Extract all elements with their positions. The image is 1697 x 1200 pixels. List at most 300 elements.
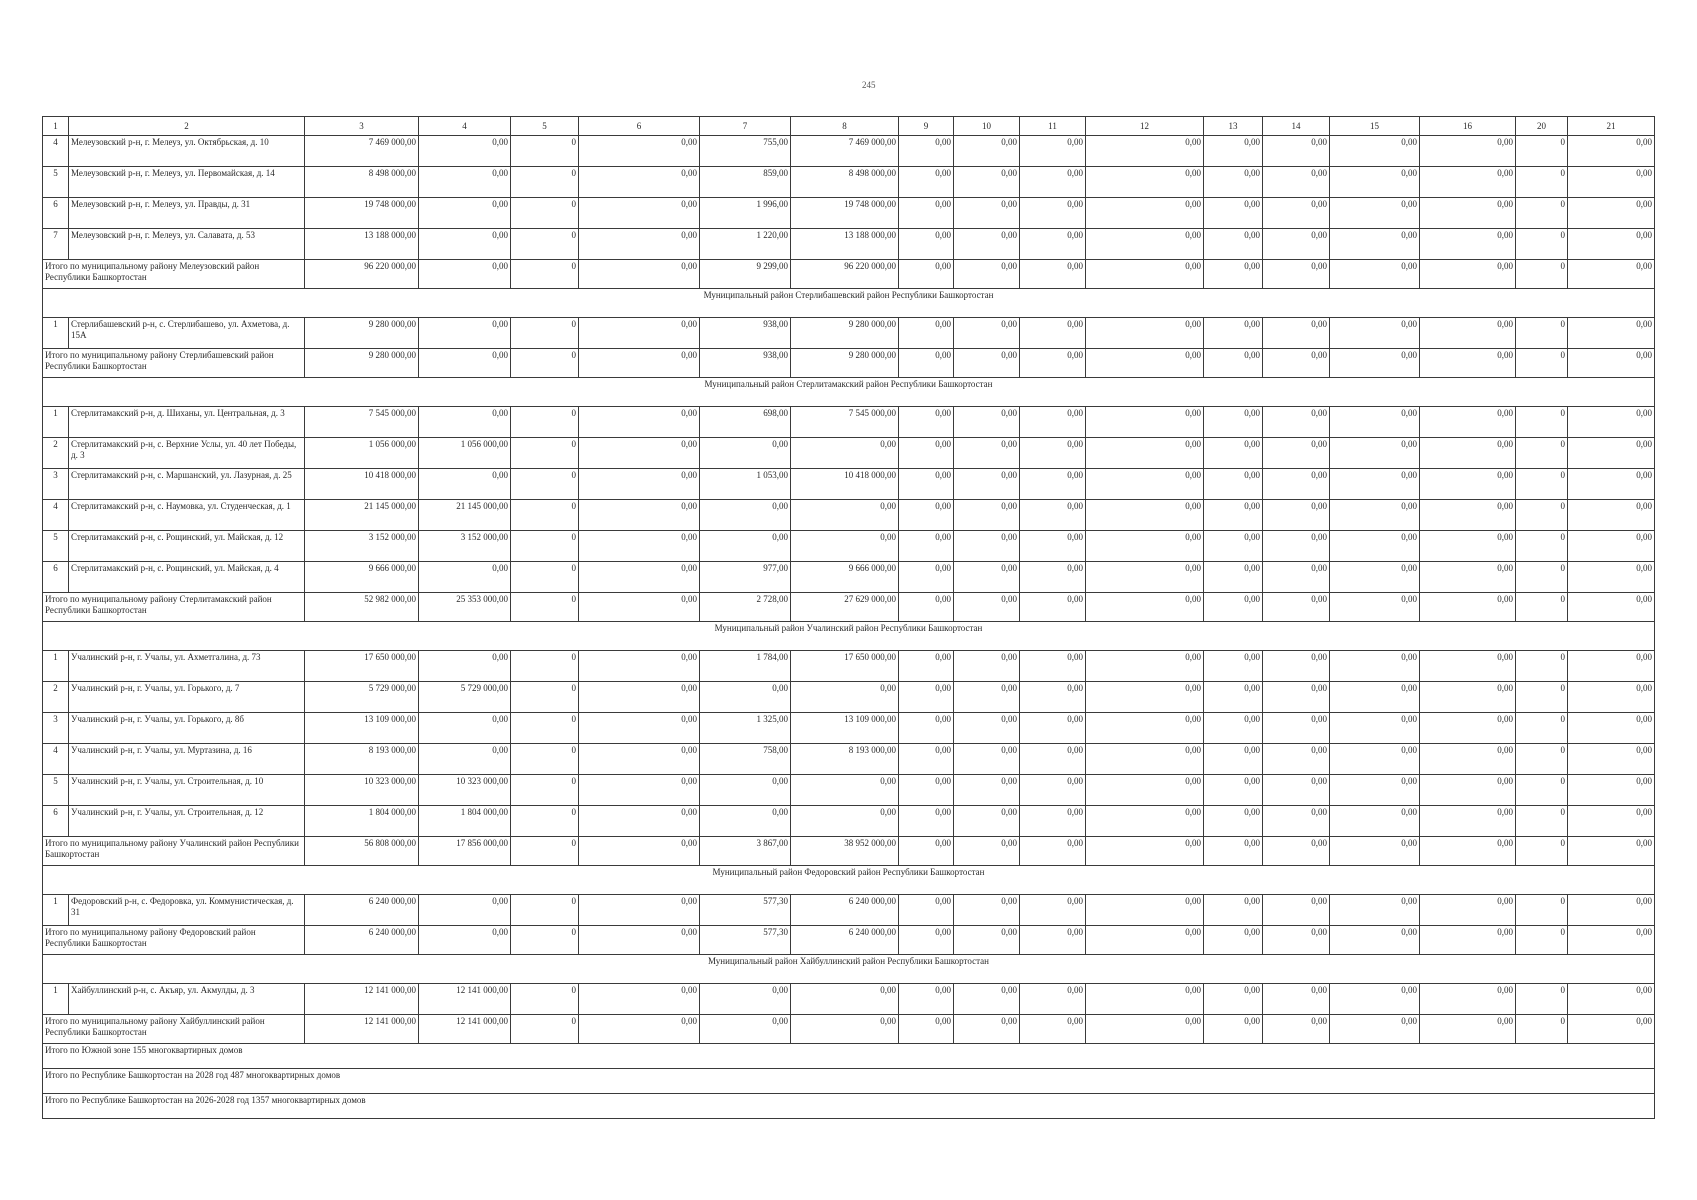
value-cell-21: 0,00	[1568, 744, 1655, 775]
grand-total-row	[43, 1094, 1655, 1119]
value-cell-20: 0	[1516, 713, 1568, 744]
total-value-3: 6 240 000,00	[305, 926, 419, 955]
table-row	[43, 744, 1655, 775]
address-cell: Мелеузовский р-н, г. Мелеуз, ул. Правды, д. 31	[69, 198, 305, 229]
value-cell-6: 0,00	[579, 136, 700, 167]
row-number: 1	[43, 895, 69, 926]
value-cell-16: 0,00	[1420, 318, 1516, 349]
value-cell-5: 0	[511, 167, 579, 198]
table-row	[43, 984, 1655, 1015]
value-cell-11: 0,00	[1020, 500, 1086, 531]
value-cell-15: 0,00	[1330, 167, 1420, 198]
total-value-15: 0,00	[1330, 593, 1420, 622]
value-cell-16: 0,00	[1420, 407, 1516, 438]
value-cell-9: 0,00	[899, 469, 954, 500]
total-value-21: 0,00	[1568, 260, 1655, 289]
address-cell: Хайбуллинский р-н, с. Акъяр, ул. Акмулды, д. 3	[69, 984, 305, 1015]
total-value-12: 0,00	[1086, 1015, 1204, 1044]
value-cell-11: 0,00	[1020, 984, 1086, 1015]
value-cell-13: 0,00	[1204, 469, 1263, 500]
total-value-15: 0,00	[1330, 349, 1420, 378]
value-cell-3: 7 469 000,00	[305, 136, 419, 167]
value-cell-6: 0,00	[579, 984, 700, 1015]
value-cell-10: 0,00	[954, 438, 1020, 469]
total-value-16: 0,00	[1420, 1015, 1516, 1044]
total-value-3: 56 808 000,00	[305, 837, 419, 866]
value-cell-16: 0,00	[1420, 469, 1516, 500]
value-cell-3: 9 666 000,00	[305, 562, 419, 593]
row-number: 4	[43, 744, 69, 775]
spacer-row	[43, 638, 1655, 651]
value-cell-13: 0,00	[1204, 318, 1263, 349]
header-row	[43, 117, 1655, 136]
value-cell-9: 0,00	[899, 713, 954, 744]
total-value-12: 0,00	[1086, 349, 1204, 378]
value-cell-9: 0,00	[899, 806, 954, 837]
value-cell-12: 0,00	[1086, 713, 1204, 744]
value-cell-6: 0,00	[579, 469, 700, 500]
total-value-6: 0,00	[579, 837, 700, 866]
value-cell-5: 0	[511, 895, 579, 926]
total-value-9: 0,00	[899, 593, 954, 622]
address-cell: Учалинский р-н, г. Учалы, ул. Горького, д. 8б	[69, 713, 305, 744]
header-cell-8: 8	[791, 117, 899, 136]
value-cell-16: 0,00	[1420, 984, 1516, 1015]
grand-total-row	[43, 1044, 1655, 1069]
value-cell-21: 0,00	[1568, 895, 1655, 926]
value-cell-13: 0,00	[1204, 500, 1263, 531]
total-value-10: 0,00	[954, 837, 1020, 866]
value-cell-21: 0,00	[1568, 136, 1655, 167]
total-value-11: 0,00	[1020, 593, 1086, 622]
value-cell-11: 0,00	[1020, 167, 1086, 198]
value-cell-6: 0,00	[579, 806, 700, 837]
header-cell-15: 15	[1330, 117, 1420, 136]
value-cell-3: 8 193 000,00	[305, 744, 419, 775]
total-value-9: 0,00	[899, 926, 954, 955]
value-cell-20: 0	[1516, 806, 1568, 837]
value-cell-6: 0,00	[579, 229, 700, 260]
value-cell-8: 0,00	[791, 984, 899, 1015]
table-row	[43, 682, 1655, 713]
total-value-7: 9 299,00	[700, 260, 791, 289]
value-cell-5: 0	[511, 531, 579, 562]
total-label: Итого по муниципальному району Стерлитамакский район Республики Башкортостан	[43, 593, 305, 622]
total-value-11: 0,00	[1020, 260, 1086, 289]
address-cell: Учалинский р-н, г. Учалы, ул. Строительная, д. 10	[69, 775, 305, 806]
value-cell-11: 0,00	[1020, 682, 1086, 713]
value-cell-10: 0,00	[954, 136, 1020, 167]
value-cell-6: 0,00	[579, 713, 700, 744]
value-cell-11: 0,00	[1020, 438, 1086, 469]
district-row	[43, 622, 1655, 639]
total-value-16: 0,00	[1420, 260, 1516, 289]
value-cell-8: 17 650 000,00	[791, 651, 899, 682]
total-value-4: 0,00	[419, 260, 511, 289]
spacer-cell	[43, 971, 1655, 984]
total-value-12: 0,00	[1086, 837, 1204, 866]
value-cell-5: 0	[511, 775, 579, 806]
value-cell-4: 1 804 000,00	[419, 806, 511, 837]
total-value-16: 0,00	[1420, 349, 1516, 378]
value-cell-21: 0,00	[1568, 167, 1655, 198]
value-cell-15: 0,00	[1330, 531, 1420, 562]
value-cell-15: 0,00	[1330, 198, 1420, 229]
value-cell-11: 0,00	[1020, 229, 1086, 260]
value-cell-8: 13 109 000,00	[791, 713, 899, 744]
total-value-15: 0,00	[1330, 260, 1420, 289]
header-cell-12: 12	[1086, 117, 1204, 136]
total-value-9: 0,00	[899, 837, 954, 866]
row-number: 6	[43, 562, 69, 593]
total-value-13: 0,00	[1204, 349, 1263, 378]
value-cell-10: 0,00	[954, 984, 1020, 1015]
value-cell-4: 0,00	[419, 651, 511, 682]
value-cell-20: 0	[1516, 562, 1568, 593]
value-cell-3: 8 498 000,00	[305, 167, 419, 198]
value-cell-20: 0	[1516, 682, 1568, 713]
total-value-13: 0,00	[1204, 593, 1263, 622]
total-value-21: 0,00	[1568, 1015, 1655, 1044]
district-total-row	[43, 349, 1655, 378]
value-cell-21: 0,00	[1568, 500, 1655, 531]
value-cell-9: 0,00	[899, 136, 954, 167]
value-cell-4: 3 152 000,00	[419, 531, 511, 562]
value-cell-10: 0,00	[954, 895, 1020, 926]
district-title: Муниципальный район Учалинский район Республики Башкортостан	[43, 622, 1655, 639]
value-cell-7: 859,00	[700, 167, 791, 198]
value-cell-7: 0,00	[700, 984, 791, 1015]
value-cell-14: 0,00	[1263, 500, 1330, 531]
grand-total-row	[43, 1069, 1655, 1094]
value-cell-20: 0	[1516, 984, 1568, 1015]
row-number: 1	[43, 407, 69, 438]
value-cell-4: 0,00	[419, 713, 511, 744]
value-cell-10: 0,00	[954, 562, 1020, 593]
header-cell-20: 20	[1516, 117, 1568, 136]
total-value-9: 0,00	[899, 1015, 954, 1044]
table-row	[43, 806, 1655, 837]
total-value-6: 0,00	[579, 593, 700, 622]
value-cell-9: 0,00	[899, 167, 954, 198]
value-cell-16: 0,00	[1420, 713, 1516, 744]
total-label: Итого по муниципальному району Учалинский район Республики Башкортостан	[43, 837, 305, 866]
value-cell-15: 0,00	[1330, 806, 1420, 837]
address-cell: Учалинский р-н, г. Учалы, ул. Горького, д. 7	[69, 682, 305, 713]
district-row	[43, 866, 1655, 883]
value-cell-8: 9 280 000,00	[791, 318, 899, 349]
row-number: 2	[43, 682, 69, 713]
total-value-20: 0	[1516, 837, 1568, 866]
value-cell-9: 0,00	[899, 318, 954, 349]
total-value-11: 0,00	[1020, 926, 1086, 955]
value-cell-15: 0,00	[1330, 407, 1420, 438]
page-number: 245	[862, 80, 876, 90]
value-cell-9: 0,00	[899, 438, 954, 469]
value-cell-3: 13 188 000,00	[305, 229, 419, 260]
header-cell-16: 16	[1420, 117, 1516, 136]
value-cell-12: 0,00	[1086, 229, 1204, 260]
value-cell-12: 0,00	[1086, 682, 1204, 713]
header-cell-3: 3	[305, 117, 419, 136]
value-cell-7: 938,00	[700, 318, 791, 349]
value-cell-20: 0	[1516, 198, 1568, 229]
total-value-7: 2 728,00	[700, 593, 791, 622]
value-cell-3: 7 545 000,00	[305, 407, 419, 438]
total-value-6: 0,00	[579, 349, 700, 378]
value-cell-7: 758,00	[700, 744, 791, 775]
value-cell-15: 0,00	[1330, 229, 1420, 260]
total-value-12: 0,00	[1086, 593, 1204, 622]
value-cell-13: 0,00	[1204, 744, 1263, 775]
value-cell-11: 0,00	[1020, 651, 1086, 682]
total-value-5: 0	[511, 593, 579, 622]
total-value-7: 3 867,00	[700, 837, 791, 866]
value-cell-5: 0	[511, 229, 579, 260]
district-title: Муниципальный район Хайбуллинский район Республики Башкортостан	[43, 955, 1655, 972]
address-cell: Мелеузовский р-н, г. Мелеуз, ул. Салавата, д. 53	[69, 229, 305, 260]
value-cell-15: 0,00	[1330, 682, 1420, 713]
row-number: 1	[43, 651, 69, 682]
value-cell-21: 0,00	[1568, 682, 1655, 713]
address-cell: Учалинский р-н, г. Учалы, ул. Строительная, д. 12	[69, 806, 305, 837]
value-cell-13: 0,00	[1204, 167, 1263, 198]
value-cell-7: 0,00	[700, 438, 791, 469]
total-value-12: 0,00	[1086, 260, 1204, 289]
value-cell-20: 0	[1516, 438, 1568, 469]
value-cell-7: 0,00	[700, 500, 791, 531]
value-cell-11: 0,00	[1020, 806, 1086, 837]
value-cell-11: 0,00	[1020, 318, 1086, 349]
value-cell-5: 0	[511, 562, 579, 593]
value-cell-4: 0,00	[419, 318, 511, 349]
value-cell-4: 1 056 000,00	[419, 438, 511, 469]
value-cell-20: 0	[1516, 407, 1568, 438]
grand-total-label: Итого по Южной зоне 155 многоквартирных домов	[43, 1044, 1655, 1069]
value-cell-14: 0,00	[1263, 198, 1330, 229]
value-cell-16: 0,00	[1420, 531, 1516, 562]
value-cell-11: 0,00	[1020, 775, 1086, 806]
header-cell-4: 4	[419, 117, 511, 136]
value-cell-8: 0,00	[791, 775, 899, 806]
total-value-3: 96 220 000,00	[305, 260, 419, 289]
district-row	[43, 378, 1655, 395]
value-cell-7: 1 220,00	[700, 229, 791, 260]
value-cell-21: 0,00	[1568, 984, 1655, 1015]
value-cell-13: 0,00	[1204, 198, 1263, 229]
total-value-8: 9 280 000,00	[791, 349, 899, 378]
value-cell-9: 0,00	[899, 984, 954, 1015]
value-cell-20: 0	[1516, 469, 1568, 500]
value-cell-8: 8 498 000,00	[791, 167, 899, 198]
value-cell-4: 21 145 000,00	[419, 500, 511, 531]
value-cell-15: 0,00	[1330, 562, 1420, 593]
value-cell-15: 0,00	[1330, 438, 1420, 469]
value-cell-7: 698,00	[700, 407, 791, 438]
value-cell-4: 0,00	[419, 562, 511, 593]
value-cell-11: 0,00	[1020, 713, 1086, 744]
value-cell-20: 0	[1516, 651, 1568, 682]
total-value-5: 0	[511, 837, 579, 866]
value-cell-3: 21 145 000,00	[305, 500, 419, 531]
value-cell-16: 0,00	[1420, 775, 1516, 806]
value-cell-21: 0,00	[1568, 198, 1655, 229]
total-value-20: 0	[1516, 593, 1568, 622]
total-value-14: 0,00	[1263, 260, 1330, 289]
value-cell-15: 0,00	[1330, 136, 1420, 167]
value-cell-14: 0,00	[1263, 775, 1330, 806]
value-cell-3: 6 240 000,00	[305, 895, 419, 926]
total-value-10: 0,00	[954, 260, 1020, 289]
value-cell-15: 0,00	[1330, 713, 1420, 744]
total-value-20: 0	[1516, 349, 1568, 378]
value-cell-4: 0,00	[419, 229, 511, 260]
header-cell-6: 6	[579, 117, 700, 136]
row-number: 7	[43, 229, 69, 260]
value-cell-11: 0,00	[1020, 407, 1086, 438]
value-cell-10: 0,00	[954, 318, 1020, 349]
value-cell-13: 0,00	[1204, 895, 1263, 926]
value-cell-21: 0,00	[1568, 562, 1655, 593]
address-cell: Стерлитамакский р-н, с. Рощинский, ул. Майская, д. 12	[69, 531, 305, 562]
header-cell-5: 5	[511, 117, 579, 136]
row-number: 2	[43, 438, 69, 469]
table-row	[43, 136, 1655, 167]
value-cell-3: 10 418 000,00	[305, 469, 419, 500]
total-value-21: 0,00	[1568, 926, 1655, 955]
value-cell-5: 0	[511, 651, 579, 682]
total-label: Итого по муниципальному району Стерлибашевский район Республики Башкортостан	[43, 349, 305, 378]
total-value-8: 6 240 000,00	[791, 926, 899, 955]
value-cell-13: 0,00	[1204, 229, 1263, 260]
total-value-13: 0,00	[1204, 1015, 1263, 1044]
value-cell-14: 0,00	[1263, 744, 1330, 775]
value-cell-10: 0,00	[954, 469, 1020, 500]
table-body	[43, 117, 1655, 1119]
value-cell-3: 12 141 000,00	[305, 984, 419, 1015]
grand-total-label: Итого по Республике Башкортостан на 2028 год 487 многоквартирных домов	[43, 1069, 1655, 1094]
spacer-row	[43, 971, 1655, 984]
value-cell-16: 0,00	[1420, 198, 1516, 229]
value-cell-21: 0,00	[1568, 806, 1655, 837]
value-cell-5: 0	[511, 469, 579, 500]
value-cell-4: 0,00	[419, 744, 511, 775]
spacer-row	[43, 394, 1655, 407]
value-cell-10: 0,00	[954, 744, 1020, 775]
value-cell-12: 0,00	[1086, 806, 1204, 837]
value-cell-11: 0,00	[1020, 136, 1086, 167]
total-value-4: 17 856 000,00	[419, 837, 511, 866]
value-cell-16: 0,00	[1420, 229, 1516, 260]
total-value-15: 0,00	[1330, 926, 1420, 955]
value-cell-16: 0,00	[1420, 744, 1516, 775]
value-cell-12: 0,00	[1086, 167, 1204, 198]
total-value-21: 0,00	[1568, 593, 1655, 622]
total-value-14: 0,00	[1263, 1015, 1330, 1044]
value-cell-8: 0,00	[791, 682, 899, 713]
header-cell-7: 7	[700, 117, 791, 136]
spacer-cell	[43, 882, 1655, 895]
total-value-16: 0,00	[1420, 837, 1516, 866]
value-cell-7: 977,00	[700, 562, 791, 593]
total-value-8: 27 629 000,00	[791, 593, 899, 622]
total-value-20: 0	[1516, 1015, 1568, 1044]
value-cell-6: 0,00	[579, 318, 700, 349]
value-cell-13: 0,00	[1204, 775, 1263, 806]
value-cell-14: 0,00	[1263, 136, 1330, 167]
total-value-5: 0	[511, 260, 579, 289]
value-cell-21: 0,00	[1568, 229, 1655, 260]
total-value-4: 0,00	[419, 349, 511, 378]
value-cell-21: 0,00	[1568, 775, 1655, 806]
value-cell-14: 0,00	[1263, 713, 1330, 744]
value-cell-7: 1 996,00	[700, 198, 791, 229]
value-cell-8: 10 418 000,00	[791, 469, 899, 500]
total-value-21: 0,00	[1568, 349, 1655, 378]
value-cell-7: 0,00	[700, 806, 791, 837]
row-number: 4	[43, 136, 69, 167]
total-value-6: 0,00	[579, 926, 700, 955]
value-cell-3: 1 804 000,00	[305, 806, 419, 837]
district-total-row	[43, 593, 1655, 622]
value-cell-5: 0	[511, 438, 579, 469]
total-value-11: 0,00	[1020, 1015, 1086, 1044]
value-cell-5: 0	[511, 500, 579, 531]
value-cell-12: 0,00	[1086, 895, 1204, 926]
total-value-5: 0	[511, 926, 579, 955]
value-cell-14: 0,00	[1263, 651, 1330, 682]
total-label: Итого по муниципальному району Хайбуллинский район Республики Башкортостан	[43, 1015, 305, 1044]
total-value-9: 0,00	[899, 349, 954, 378]
value-cell-7: 1 053,00	[700, 469, 791, 500]
total-value-8: 96 220 000,00	[791, 260, 899, 289]
value-cell-4: 5 729 000,00	[419, 682, 511, 713]
header-cell-14: 14	[1263, 117, 1330, 136]
value-cell-6: 0,00	[579, 682, 700, 713]
total-value-14: 0,00	[1263, 593, 1330, 622]
table-row	[43, 531, 1655, 562]
value-cell-3: 5 729 000,00	[305, 682, 419, 713]
value-cell-12: 0,00	[1086, 984, 1204, 1015]
district-total-row	[43, 837, 1655, 866]
address-cell: Стерлитамакский р-н, с. Наумовка, ул. Студенческая, д. 1	[69, 500, 305, 531]
value-cell-9: 0,00	[899, 651, 954, 682]
total-value-5: 0	[511, 1015, 579, 1044]
value-cell-9: 0,00	[899, 500, 954, 531]
value-cell-14: 0,00	[1263, 469, 1330, 500]
value-cell-21: 0,00	[1568, 651, 1655, 682]
row-number: 5	[43, 531, 69, 562]
value-cell-12: 0,00	[1086, 318, 1204, 349]
value-cell-10: 0,00	[954, 407, 1020, 438]
value-cell-15: 0,00	[1330, 651, 1420, 682]
value-cell-6: 0,00	[579, 744, 700, 775]
total-value-6: 0,00	[579, 260, 700, 289]
district-row	[43, 955, 1655, 972]
value-cell-3: 9 280 000,00	[305, 318, 419, 349]
value-cell-10: 0,00	[954, 531, 1020, 562]
district-total-row	[43, 926, 1655, 955]
value-cell-5: 0	[511, 682, 579, 713]
value-cell-4: 0,00	[419, 198, 511, 229]
value-cell-14: 0,00	[1263, 167, 1330, 198]
value-cell-12: 0,00	[1086, 469, 1204, 500]
value-cell-6: 0,00	[579, 531, 700, 562]
total-value-4: 0,00	[419, 926, 511, 955]
value-cell-16: 0,00	[1420, 806, 1516, 837]
value-cell-15: 0,00	[1330, 895, 1420, 926]
value-cell-11: 0,00	[1020, 744, 1086, 775]
